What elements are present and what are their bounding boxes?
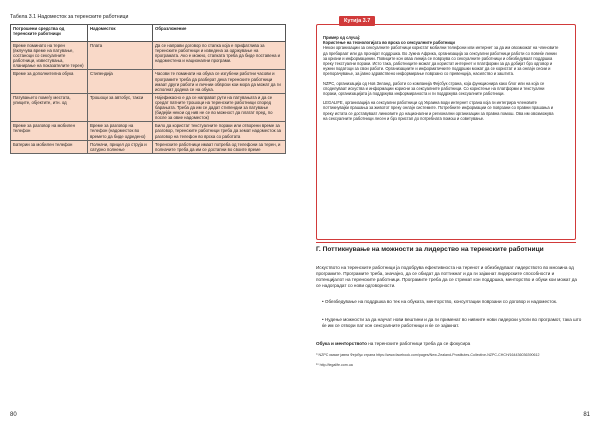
table-cell: Полначи, прицел до струја и сатурно полнење (88, 140, 153, 153)
section-divider (316, 242, 576, 243)
box-paragraph: NZPC, организација од Нов Зеланд, работи со компанија Фејсбук страна, која функционира како блог или на која се споделуваат искуства и информации корисни за сексуалните работници. Со користење на платформи и текстуални пораки, организацијата ја поддржува информираноста и ги поддржува сексуалните работници. (323, 80, 545, 97)
table-cell: Стипендија (88, 70, 153, 93)
table-row (11, 93, 286, 121)
table-cell: Време за дополнителна обука (11, 70, 88, 93)
body-paragraph (316, 341, 578, 347)
paragraph-text: на теренските работници треба да се фокусира (366, 341, 471, 346)
box-paragraph: Некои организации за сексуалните работници користат мобилни телефони или интернет за да им овозможат на членовите да пребараат или да пронајат поддршка. Во Јужна Африка, организација за сексуални работници работи со повеќе линии за кризни и информацинии. Повиците кон оваа линија се поврзува со сексуалните работници и обезбедуваат поддршка преку текстуални пораки. Исто така, работниците можат да користат интернет и платформи за да добијат брз одговор и нужни податоци за свои работи. Организациите и информатичките поддршки можат да се користат и за онлајн сесии и препорачување, за јавно здравствено информирање поврзано со превенција, насилство и заштита. (323, 45, 559, 77)
table-caption: Табела 3.1 Надоместок за теренските работници (10, 14, 129, 20)
box-title: Пример од случај: (323, 35, 361, 40)
box-content (323, 35, 559, 125)
case-study-box (316, 18, 576, 240)
table-cell: Трошоци за автобус, такси (88, 93, 153, 121)
table-header: Потрошени средства од теренските работници (11, 25, 88, 42)
table-row (11, 140, 286, 153)
table-cell: Часови те поминати на обука се изгубени работни часови и програмите треба да разберат дека теренските работници имаат други работи и личнии обврски кои мора да можат да ги исполнат додека се на обука. (153, 70, 286, 93)
right-page (300, 0, 600, 424)
table-row (11, 42, 286, 70)
box-paragraph: LEGALIFE, организација на сексуални работници од Украина води интернет страна која ги интегрира членовите поттикнувајќи прашања за животот преку онлајн системите. Потребните информации се поврзани со правни прашања и преку истата се доставуваат линковите до национални и регионални организации за правна помош. Ова им овозможува на сексуалните работници лесен и брз пристап до потребната помош и советување. (323, 100, 554, 121)
table-cell: Време за разговор на телефон (надоместок во времето да биде одредено) (88, 122, 153, 140)
table-cell: Најефикасно е да се направат рути на патувањата и да се средат патните трошоци на теренските работници според барањата. Треба да им се дадат стипендии за патување (бидејќи некои од нив не се во можност да платат пред, по после за овие надоместок) (153, 93, 286, 121)
bullet-item: • Обезбедување на поддршка во тек на обуката, менторство, консултации поврзани со договор и надоместок. (322, 299, 558, 304)
bullet-item: • Нудење можности за да научат нови вештини и да ги применат во нивните нови лидерски улоги во програмот, така што ќе им се отвори пат кон сексуалните работници и ќе се зајакнат. (322, 317, 582, 328)
box-tag: Кутија 3.7 (339, 16, 375, 26)
page-number: 81 (583, 412, 590, 418)
table-cell: Било да користат текстуалните пораки или отворени време за разговор, теренските работници треба да земат надоместок за разговор на телефон во врска со работата (153, 122, 286, 140)
table-cell: Батерии за мобилен телефон (11, 140, 88, 153)
table-cell: Да се направи договор по стапка која е прифатлива за теренските работници и изведена за одржување на програмата. Ако е можно, стапката треба да биде поставена и надоместена и национални програми. (153, 42, 286, 70)
table-cell: Време поминато на терен (вклучува време на патување, состаноци со сексуалните работници, известувања, планирање на показателите терен) (11, 42, 88, 70)
table-cell: Теренските работници имаат потреба од телефони за терен, и полначите треба да им се достапни во своите време (153, 140, 286, 153)
table-header: Надоместок (88, 25, 153, 42)
table-row (11, 122, 286, 140)
table-row (11, 70, 286, 93)
table-cell: Време за разговор на мобилен телефон (11, 122, 88, 140)
footnote: ¹⁰ http://legalife.com.ua (316, 363, 353, 367)
table-cell: Плата (88, 42, 153, 70)
section-heading: Г. Поттикнување на можности за лидерство на теренските работници (316, 246, 544, 253)
body-paragraph: Искуството на теренските работници ја подобрува ефективноста на теренот и обезбедуваат лидерството во мнозина од програмите. Програмите треба, значајно, да се обидат да поттикнат и да ги зајакнат лидерските способности и потенцијалот на теренските работници. Програмите треба да се стремат кон поддршка, менторство и обуки кои можат да се надоградат со нови одговорности. (316, 265, 577, 288)
page-number: 80 (10, 412, 17, 418)
compensation-table (10, 24, 286, 154)
bold-lead: Обука и менторството (316, 341, 367, 346)
table-cell: Патувањето помеѓу местата, улиците, објектите, итн. од (11, 93, 88, 121)
table-header: Образложение (153, 25, 286, 42)
box-subtitle: Користење на технологијата во врска со сексуалните работници (323, 40, 455, 46)
footnote: ⁹ NZPC имаат јавна Фејсбук страна https://www.facebook.com/pages/New-Zealand-Prostitutes-Collective-NZPC-CHCH/164436036390612 (316, 353, 540, 357)
